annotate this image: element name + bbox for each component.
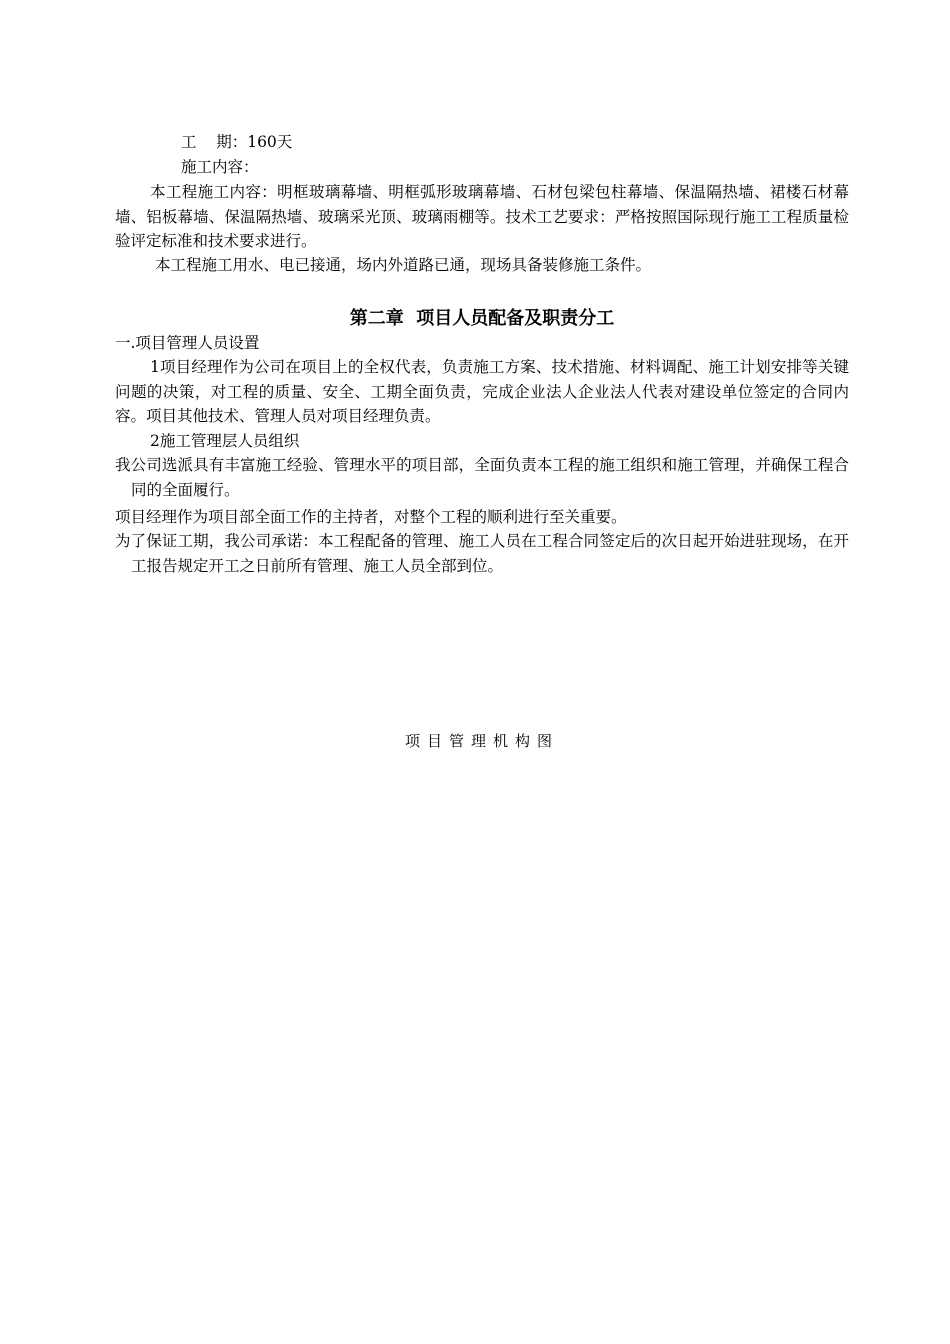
subsection-heading: 一.项目管理人员设置	[115, 334, 260, 352]
item2-paragraph-1: 我公司选派具有丰富施工经验、管理水平的项目部，全面负责本工程的施工组织和施工管理，并确保工程合同的全面履行。	[115, 456, 849, 499]
item1-paragraph: 1项目经理作为公司在项目上的全权代表，负责施工方案、技术措施、材料调配、施工计划安排等关键问题的决策，对工程的质量、安全、工期全面负责，完成企业法人企业法人代表对建设单位签定的合同内容。项目其他技术、管理人员对项目经理负责。	[115, 358, 849, 425]
content-label: 施工内容：	[181, 158, 259, 176]
figure-caption: 项目管理机构图	[404, 732, 559, 750]
utilities-paragraph: 本工程施工用水、电已接通，场内外道路已通，现场具备装修施工条件。	[155, 256, 652, 274]
chapter-title: 第二章 项目人员配备及职责分工	[349, 308, 615, 329]
item2-heading: 2施工管理层人员组织	[150, 432, 300, 450]
duration-line: 工 期：160天	[181, 133, 293, 151]
content-paragraph: 本工程施工内容：明框玻璃幕墙、明框弧形玻璃幕墙、石材包梁包柱幕墙、保温隔热墙、裙楼石材幕墙、铝板幕墙、保温隔热墙、玻璃采光顶、玻璃雨棚等。技术工艺要求：严格按照国际现行施工工程质量检验评定标准和技术要求进行。	[115, 183, 849, 250]
item2-paragraph-2: 项目经理作为项目部全面工作的主持者，对整个工程的顺利进行至关重要。	[115, 508, 627, 526]
item2-paragraph-3: 为了保证工期，我公司承诺：本工程配备的管理、施工人员在工程合同签定后的次日起开始进驻现场，在开工报告规定开工之日前所有管理、施工人员全部到位。	[115, 532, 849, 575]
